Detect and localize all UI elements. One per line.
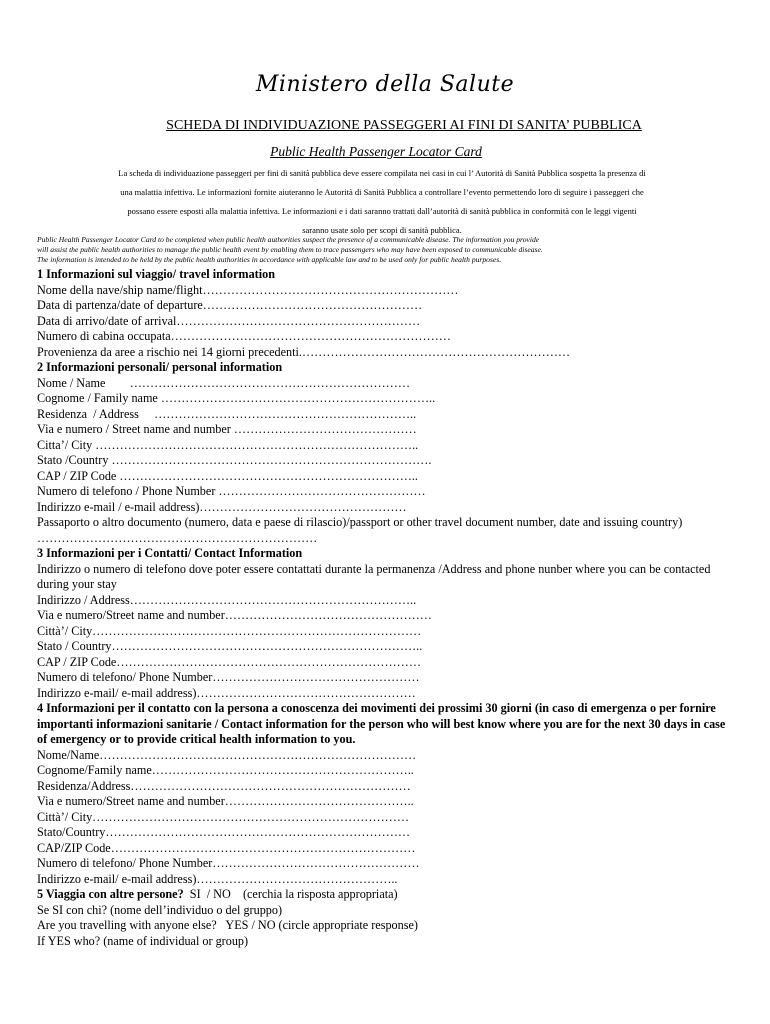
form-field-line: Numero di cabina occupata……………………………………………………………: [37, 329, 451, 343]
form-field-line: Numero di telefono/ Phone Number……………………………………………: [37, 670, 420, 684]
form-field-line: Numero di telefono/ Phone Number……………………………………………: [37, 856, 420, 870]
form-field-line: Citta’/ City ……………………………………………………………………..: [37, 437, 419, 452]
form-field-line: Passaporto o altro documento (numero, data e paese di rilascio)/passport or other travel document number, date and issuing country) ……………………………………………………………: [37, 515, 683, 545]
form-field-line: Residenza / Address ………………………………………………………..: [37, 406, 417, 421]
intro-english-line: Public Health Passenger Locator Card to be completed when public health authorities suspect the presence of a communicable disease. The information you provide: [37, 235, 540, 244]
form-field-line: Cognome/Family name………………………………………………………..: [37, 763, 414, 777]
form-field-line: CAP/ZIP Code…………………………………………………………………: [37, 840, 416, 855]
form-field-line: Residenza/Address……………………………………………………………: [37, 778, 411, 793]
form-field-line: Cognome / Family name …………………………………………………………..: [37, 391, 436, 405]
form-field-line: Nome della nave/ship name/flight………………………………………………………: [37, 282, 459, 297]
form-field-line: CAP / ZIP Code…………………………………………………………………: [37, 654, 422, 669]
form-subtitle: Public Health Passenger Locator Card: [270, 144, 482, 159]
form-field-line: Indirizzo e-mail/ e-mail address)…………………………………………..: [37, 871, 398, 886]
form-title: SCHEDA DI INDIVIDUAZIONE PASSEGGERI AI FINI DI SANITA’ PUBBLICA: [166, 118, 642, 133]
intro-italian-line: una malattia infettiva. Le informazioni fornite aiuteranno le Autorità di Sanità Pubblica a controllare l’evento permettendo loro di seguire i passeggeri che: [120, 187, 644, 197]
form-field-line: If YES who? (name of individual or group): [37, 933, 249, 948]
form-field-line: Via e numero / Street name and number ………………………………………: [37, 422, 417, 436]
form-field-line: Stato/Country…………………………………………………………………: [37, 825, 411, 839]
form-field-line: Nome/Name……………………………………………………………………: [37, 747, 417, 762]
form-field-line: Are you travelling with anyone else? YES / NO (circle appropriate response): [37, 918, 418, 932]
form-field-line: Via e numero/Street name and number……………………………………………: [37, 608, 432, 622]
response-options: SI / NO (cerchia la risposta appropriata): [183, 887, 398, 901]
section-heading: 1 Informazioni sul viaggio/ travel information: [37, 267, 275, 281]
form-field-line: Indirizzo / Address……………………………………………………………..: [37, 592, 417, 607]
intro-english: [37, 235, 737, 265]
form-body: [37, 267, 737, 949]
form-field-line: Stato / Country…………………………………………………………………..: [37, 639, 423, 653]
intro-english-line: will assist the public health authorities to manage the public health event by enabling them to trace passengers who may have been exposed to communicable disease.: [37, 245, 543, 254]
form-field-line: Via e numero/Street name and number………………………………………..: [37, 794, 414, 808]
form-field-line: Provenienza da aree a rischio nei 14 giorni precedenti.…………………………………………………………: [37, 344, 571, 359]
ministry-name: Ministero della Salute: [255, 72, 515, 97]
intro-italian: [34, 164, 730, 240]
form-field-line: Se SI con chi? (nome dell’individuo o del gruppo): [37, 902, 283, 917]
section-heading: 3 Informazioni per i Contatti/ Contact Information: [37, 546, 303, 560]
intro-italian-line: saranno usate solo per scopi di sanità pubblica.: [302, 225, 462, 235]
form-field-line: Nome / Name ……………………………………………………………: [37, 375, 411, 390]
form-field-line: Numero di telefono / Phone Number ……………………………………………: [37, 484, 426, 498]
form-field-line: CAP / ZIP Code ………………………………………………………………..: [37, 468, 418, 483]
section-heading-text: 5 Viaggia con altre persone?: [37, 887, 184, 901]
form-field-line: Città’/ City………………………………………………………………………: [37, 623, 422, 638]
form-field-line: Indirizzo o numero di telefono dove poter essere contattati durante la permanenza /Address and phone nunber where you can be contacted during your stay: [37, 561, 711, 591]
form-field-line: Città’/ City……………………………………………………………………: [37, 809, 410, 824]
section-heading: 4 Informazioni per il contatto con la persona a conoscenza dei movimenti dei prossimi 30 giorni (in caso di emergenza o per fornire importanti informazioni sanitarie / Contact information for the person who will best know where you are for the next 30 days in case of emergency or to provide critical health information to you.: [37, 701, 726, 746]
intro-english-line: The information is intended to be held by the public health authorities in accordance with applicable law and to be used only for public health purposes.: [37, 255, 502, 264]
intro-italian-line: possano essere esposti alla malattia infettiva. Le informazioni e i dati saranno trattati dall’autorità di sanità pubblica in conformità con le leggi vigenti: [127, 206, 637, 216]
form-field-line: Data di partenza/date of departure………………………………………………: [37, 298, 423, 312]
form-field-line: Indirizzo e-mail / e-mail address)……………………………………………: [37, 499, 407, 514]
form-field-line: Indirizzo e-mail/ e-mail address)………………………………………………: [37, 685, 416, 700]
form-field-line: Data di arrivo/date of arrival……………………………………………………: [37, 313, 421, 328]
section-heading: [37, 887, 737, 903]
form-field-line: Stato /Country …………………………………………………………………….: [37, 453, 432, 467]
section-heading: 2 Informazioni personali/ personal information: [37, 360, 283, 374]
intro-italian-line: La scheda di individuazione passeggeri per fini di sanità pubblica deve essere compilata nei casi in cui l’ Autorità di Sanità Pubblica sospetta la presenza di: [118, 168, 646, 178]
